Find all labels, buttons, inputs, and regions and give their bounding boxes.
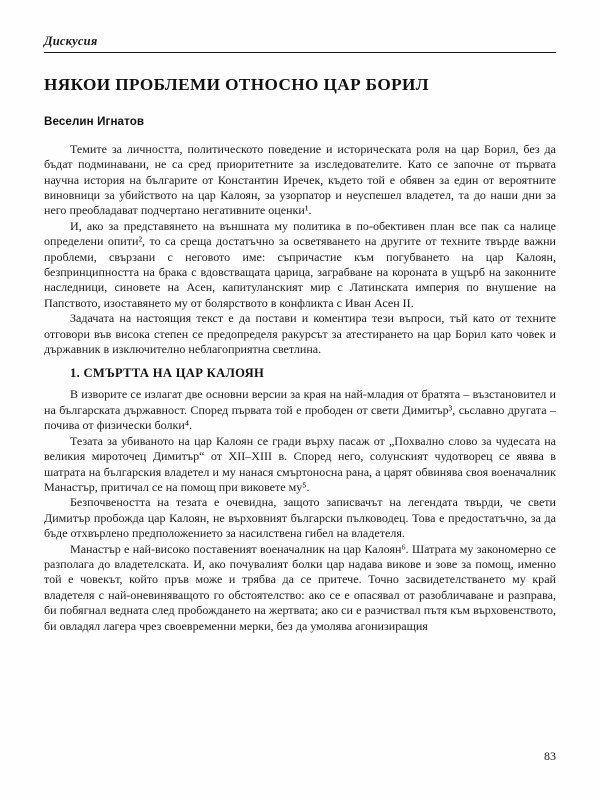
- section-paragraph-4: Манастър е най-високо поставеният военачалник на цар Калоян⁶. Шатрата му закономерно се разполага до владетелската. И, ако почувалият болки цар надава викове и зове за помощ, именно той е човекът, който пръв може и трябва да се притече. Точно засвидетелстването му край владетеля с най-оневиняващото го обстоятелство: ако се е опасявал от разобличаване и разправа, би побягнал ведната след пробождането на жертвата; ако си е разчиствал пътя към върховенството, би овладял лагера чрез своевременни мерки, без да умолява агонизиращия: [44, 541, 556, 633]
- header-divider: [44, 52, 556, 53]
- page-title: НЯКОИ ПРОБЛЕМИ ОТНОСНО ЦАР БОРИЛ: [44, 75, 429, 94]
- intro-paragraph-3: Задачата на настоящия текст е да постави и коментира тези въпроси, тъй като от техните отговори във висока степен се предопределя ракурсът за атестирането на цар Борил като човек и държавник в изключително неблагоприятна светлина.: [44, 311, 556, 357]
- running-head-label: Дискусия: [44, 34, 98, 48]
- author-name: Веселин Игнатов: [44, 114, 145, 128]
- section-paragraph-1: В изворите се излагат две основни версии за края на най-младия от братята – възстановител и на българската държавност. Според първата той е прободен от свети Димитър³, сьславно другата – почива от физически болки⁴.: [44, 387, 556, 433]
- section-paragraph-2: Тезата за убиваното на цар Калоян се гради върху пасаж от „Похвално слово за чудесата на великия мироточец Димитър“ от XII–XIII в. Според него, солунският чудотворец се явява в шатрата на българския владетел и му нанася смъртоносна рана, а царят обвинява своя военачалник Манастър, притичал се на помощ при виковете му⁵.: [44, 433, 556, 494]
- section-paragraph-3: Безпочвеността на тезата е очевидна, защото записвачът на легендата твърди, че свети Димитър пробожда цар Калоян, не върховният български пълководец. Това е предостатъчно, за да бъде отхвърлено предположението за насилствена гибел на владетеля.: [44, 495, 556, 541]
- intro-paragraph-2: И, ако за представянето на външната му политика в по-обективен план все пак са налице определени опити², то са среща достатъчно за осветяването на другите от техните твърде важни проблеми, свързани с неговото име: съпричастие към погубването на цар Калоян, безпринципността на брака с вдовстващата царица, заграбване на короната в ущърб на законните наследници, синовете на Асен, капитуланският мир с Латинската империя по внушение на Папството, изоставянето му от болярството в конфликта с Иван Асен II.: [44, 218, 556, 310]
- intro-paragraph-1: Темите за личността, политическото поведение и историческата роля на цар Борил, без да бъдат подминавани, не са сред приоритетните за изследователите. Като се започне от първата научна история на българите от Константин Иречек, където той е обявен за един от вероятните виновници за убийството на цар Калоян, за узорпатор и неуспешел владетел, та до наши дни за него преобладават подчертано негативните оценки¹.: [44, 141, 556, 218]
- page-number: 83: [544, 749, 556, 763]
- section-heading: 1. СМЪРТТА НА ЦАР КАЛОЯН: [70, 366, 265, 381]
- running-header: [44, 34, 556, 53]
